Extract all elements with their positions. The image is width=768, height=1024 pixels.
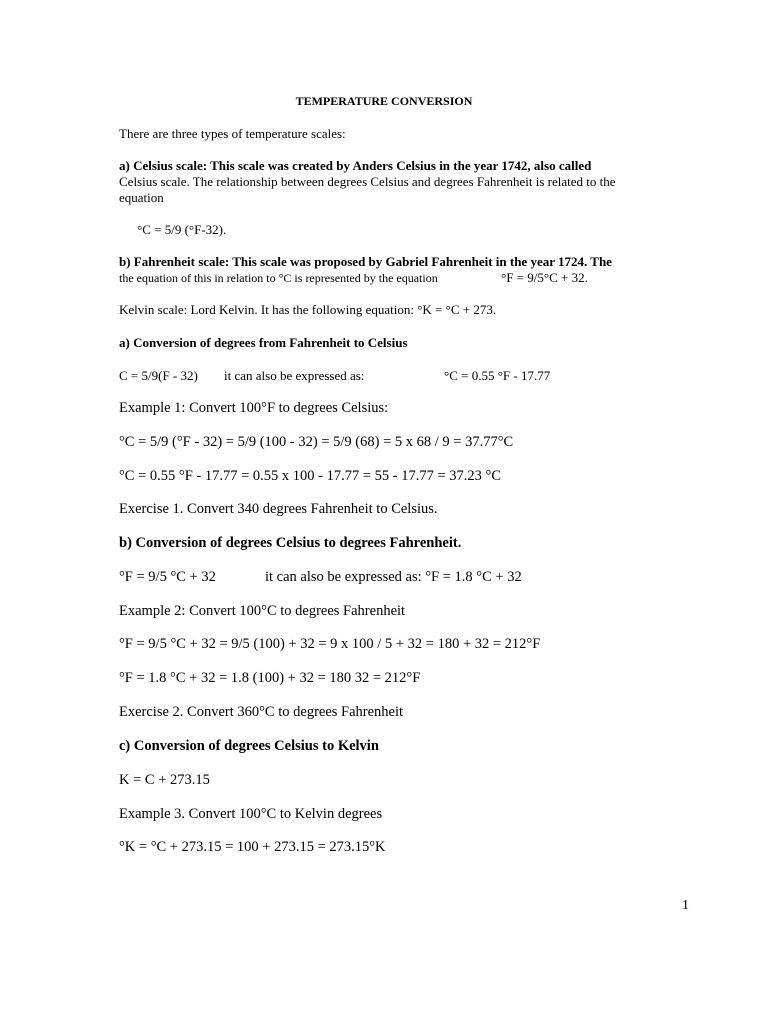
section-a-heading: a) Conversion of degrees from Fahrenheit to Celsius <box>119 335 408 350</box>
celsius-text-line-2: Celsius scale. The relationship between degrees Celsius and degrees Fahrenheit is related to the <box>119 174 616 189</box>
celsius-heading: a) Celsius scale: This scale was created by Anders Celsius in the year 1742, also called <box>119 158 592 173</box>
example-3-step-1: °K = °C + 273.15 = 100 + 273.15 = 273.15°K <box>119 839 386 855</box>
section-c-formula: K = C + 273.15 <box>119 772 210 788</box>
section-a-alt-label: it can also be expressed as: <box>224 368 365 383</box>
example-2-step-2: °F = 1.8 °C + 32 = 1.8 (100) + 32 = 180 32 = 212°F <box>119 670 421 686</box>
intro-text: There are three types of temperature scales: <box>119 126 346 141</box>
exercise-2: Exercise 2. Convert 360°C to degrees Fahrenheit <box>119 704 404 720</box>
section-b-heading: b) Conversion of degrees Celsius to degrees Fahrenheit. <box>119 535 462 551</box>
section-b-alt: it can also be expressed as: °F = 1.8 °C + 32 <box>265 569 522 585</box>
fahrenheit-equation: °F = 9/5°C + 32. <box>501 270 588 285</box>
example-2: Example 2: Convert 100°C to degrees Fahrenheit <box>119 603 406 619</box>
celsius-equation: °C = 5/9 (°F-32). <box>137 222 227 237</box>
example-2-step-1: °F = 9/5 °C + 32 = 9/5 (100) + 32 = 9 x 100 / 5 + 32 = 180 + 32 = 212°F <box>119 636 541 652</box>
page-number: 1 <box>682 898 689 913</box>
page-title: TEMPERATURE CONVERSION <box>295 94 473 108</box>
example-1-step-2: °C = 0.55 °F - 17.77 = 0.55 x 100 - 17.77 = 55 - 17.77 = 37.23 °C <box>119 468 501 484</box>
example-1-step-1: °C = 5/9 (°F - 32) = 5/9 (100 - 32) = 5/9 (68) = 5 x 68 / 9 = 37.77°C <box>119 434 514 450</box>
example-3: Example 3. Convert 100°C to Kelvin degrees <box>119 806 383 822</box>
example-1: Example 1: Convert 100°F to degrees Celsius: <box>119 400 389 416</box>
exercise-1: Exercise 1. Convert 340 degrees Fahrenheit to Celsius. <box>119 501 438 517</box>
fahrenheit-text-line-2: the equation of this in relation to °C is represented by the equation <box>119 271 438 285</box>
section-a-formula: C = 5/9(F - 32) <box>119 368 198 383</box>
kelvin-text: Kelvin scale: Lord Kelvin. It has the following equation: °K = °C + 273. <box>119 302 497 317</box>
fahrenheit-heading: b) Fahrenheit scale: This scale was proposed by Gabriel Fahrenheit in the year 1724. The <box>119 254 612 269</box>
section-a-alt-formula: °C = 0.55 °F - 17.77 <box>444 368 551 383</box>
section-b-formula: °F = 9/5 °C + 32 <box>119 569 216 585</box>
celsius-text-line-3: equation <box>119 190 164 205</box>
section-c-heading: c) Conversion of degrees Celsius to Kelvin <box>119 738 379 754</box>
